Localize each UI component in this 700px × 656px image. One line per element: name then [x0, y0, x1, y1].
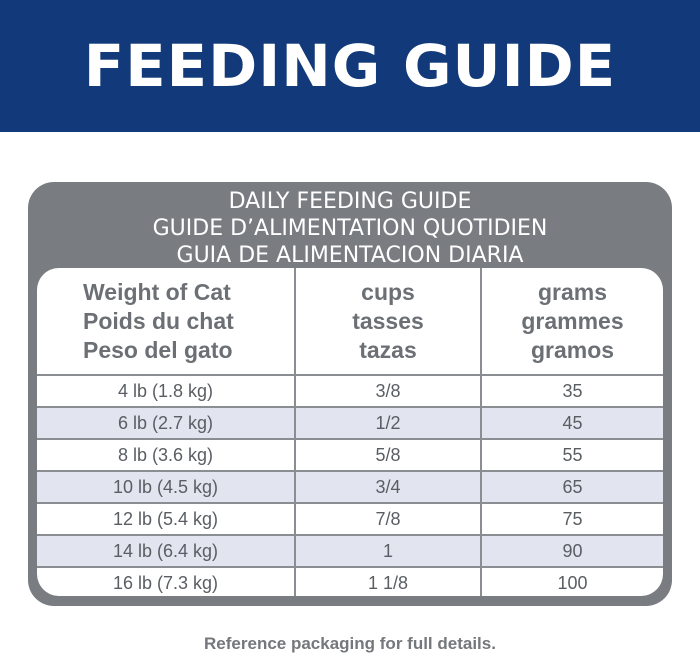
table-row: [37, 503, 663, 535]
header-cups: [295, 268, 481, 375]
cell-weight: 16 lb (7.3 kg): [37, 567, 295, 596]
cell-cups: 3/8: [295, 375, 481, 407]
table-row: [37, 535, 663, 567]
cell-weight: 4 lb (1.8 kg): [37, 375, 295, 407]
cell-grams: 75: [481, 503, 663, 535]
cell-cups: 7/8: [295, 503, 481, 535]
table-row: [37, 375, 663, 407]
header-weight-fr: Poids du chat: [83, 307, 234, 334]
cell-weight: 8 lb (3.6 kg): [37, 439, 295, 471]
feeding-table: [37, 268, 663, 596]
feeding-table-container: [37, 268, 663, 596]
header-weight: [37, 268, 295, 375]
cell-cups: 1/2: [295, 407, 481, 439]
header-cups-es: tazas: [359, 336, 417, 363]
header-grams-es: gramos: [530, 336, 615, 363]
header-cups-en: cups: [361, 278, 415, 305]
cell-weight: 10 lb (4.5 kg): [37, 471, 295, 503]
cell-weight: 12 lb (5.4 kg): [37, 503, 295, 535]
cell-cups: 3/4: [295, 471, 481, 503]
heading-french: GUIDE D’ALIMENTATION QUOTIDIEN: [152, 216, 548, 241]
cell-grams: 45: [481, 407, 663, 439]
feeding-guide-card: [28, 182, 672, 606]
cell-grams: 100: [557, 572, 588, 593]
page-title: FEEDING GUIDE: [83, 32, 617, 100]
header-grams-fr: grammes: [521, 307, 624, 334]
cell-cups: 1: [295, 535, 481, 567]
header-grams: [481, 268, 663, 375]
heading-english: DAILY FEEDING GUIDE: [228, 189, 472, 214]
footer-note: Reference packaging for full details.: [204, 634, 496, 653]
cell-grams: 35: [481, 375, 663, 407]
heading-spanish: GUIA DE ALIMENTACION DIARIA: [176, 243, 524, 268]
table-row: [37, 567, 663, 596]
card-heading: [28, 188, 672, 269]
cell-weight: 6 lb (2.7 kg): [37, 407, 295, 439]
header-cups-fr: tasses: [352, 307, 424, 334]
header-banner: [0, 0, 700, 132]
table-row: [37, 471, 663, 503]
cell-cups: 5/8: [295, 439, 481, 471]
header-weight-es: Peso del gato: [83, 336, 233, 363]
cell-grams: 90: [481, 535, 663, 567]
header-grams-en: grams: [537, 278, 608, 305]
table-row: [37, 439, 663, 471]
cell-grams: 65: [481, 471, 663, 503]
table-row: [37, 407, 663, 439]
table-header-row: [37, 268, 663, 375]
header-weight-en: Weight of Cat: [83, 278, 231, 305]
cell-cups: 1 1/8: [295, 567, 481, 596]
cell-weight: 14 lb (6.4 kg): [37, 535, 295, 567]
cell-grams: 55: [481, 439, 663, 471]
